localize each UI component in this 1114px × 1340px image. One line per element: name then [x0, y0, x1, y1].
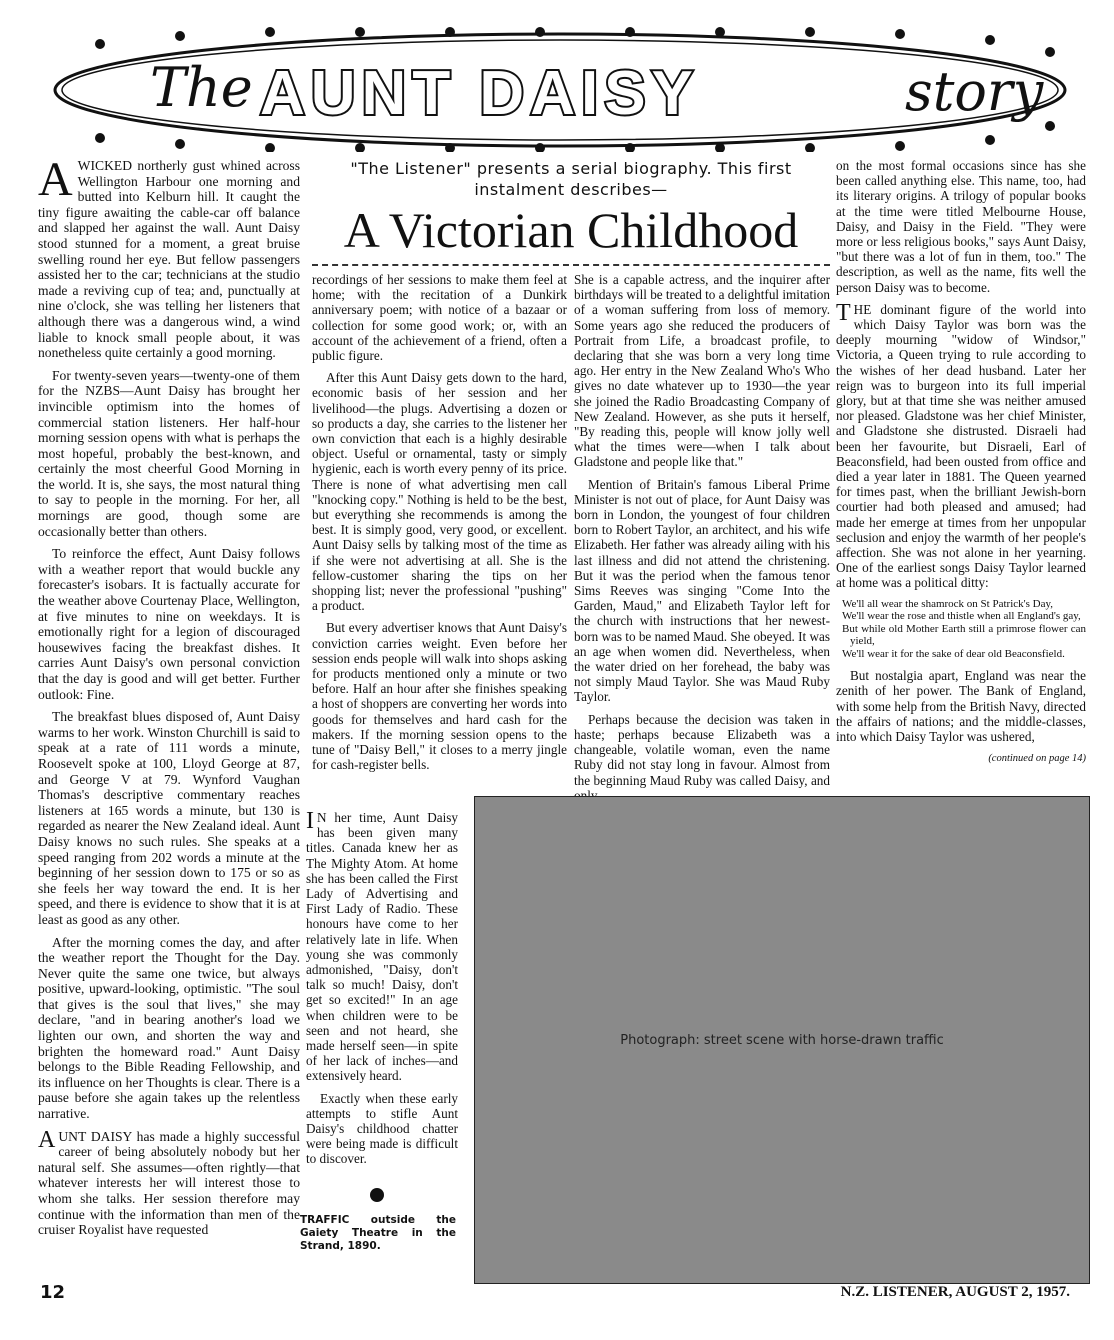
column-4 [836, 158, 1086, 773]
paragraph-text: HE dominant figure of the world into which Daisy Taylor was born was the deeply mourning "widow of Windsor," Victoria, a Queen trying to rule according to the wishes of her dead husband. Later her reign was to burgeon into its full imperial glory, but at that time she was neither amused nor pleased. Gladstone was her chief Minister, and Gladstone she distrusted. Disraeli had been her favourite, but Disraeli, Earl of Beaconsfield, had been ousted from office and died a year later in 1881. The Queen yearned for times past, when the brilliant Jewish-born courtier had both pleased and amused; had made her emerge at times from her unpopular seclusion and enjoy the warmth of her people's affection. She was not alone in her yearning. One of the earliest songs Daisy Taylor learned at home was a political ditty: [836, 301, 1086, 591]
photo-label: Photograph: street scene with horse-drawn traffic [620, 1032, 944, 1048]
drop-cap: A [38, 153, 73, 206]
street-photo [474, 796, 1090, 1284]
poem-line: We'll all wear the shamrock on St Patrick's Day, [842, 597, 1054, 610]
paragraph: But nostalgia apart, England was near the zenith of her power. The Bank of England, with some help from the British Navy, directed the affairs of nations; and the middle-classes, into which Daisy Taylor was ushered, [836, 668, 1086, 744]
continued-note: (continued on page 14) [988, 753, 1086, 765]
paragraph [38, 1126, 300, 1238]
paragraph: recordings of her sessions to make them feel at home; with the recitation of a Dunkirk anniversary poem; with notice of a bazaar or collection for some good work; or, with an account of the achievement of a friend, often a public figure. [312, 272, 567, 364]
issue-footer: N.Z. LISTENER, AUGUST 2, 1957. [840, 1284, 1070, 1300]
initial-cap: T [836, 299, 851, 326]
poem [836, 598, 1086, 661]
headline-rule [312, 264, 830, 266]
paragraph: After the morning comes the day, and after the weather report the Thought for the Day. Never quite the same one twice, but always positive, upward-looking, optimistic. "The soul that gives is the soul that lives," she may declare, "and in bearing another's load we lighten our own, and shorten the way and brighten the homeward road." Aunt Daisy belongs to the Bible Reading Fellowship, and its influence on her Thoughts is clear. There is a pause before she again takes up the relentless narrative. [38, 934, 300, 1122]
poem-line: We'll wear the rose and thistle when all England's gay, [842, 610, 1081, 623]
masthead-title: AUNT DAISY [260, 59, 699, 128]
masthead-story: story [905, 60, 1044, 123]
intro-deck: "The Listener" presents a serial biography. This first instalment describes— [350, 159, 792, 199]
paragraph [836, 299, 1086, 591]
paragraph [306, 810, 458, 1084]
initial-cap: I [306, 808, 314, 834]
column-3 [574, 272, 830, 810]
paragraph: The breakfast blues disposed of, Aunt Daisy warms to her work. Winston Churchill is said to speak at a rate of 111 words a minute, Roosevelt spoke at 100, Lloyd George at 87, and George V at 79. Wynford Vaughan Thomas's descriptive commentary reaches listeners at 165 words a minute, but 130 is regarded as nearer the New Zealand ideal. Aunt Daisy knows no such rules. She speaks at a speed ranging from 202 words a minute at the beginning of her session down to 175 or so as she feels her way toward the end. It is her speed, and there is evidence to show that it is at least as good as any other. [38, 709, 300, 927]
column-1 [38, 153, 300, 1245]
paragraph: To reinforce the effect, Aunt Daisy follows with a weather report that would buckle any forecaster's isobars. It is factually accurate for the weather above Courtenay Place, Wellington, at five minutes to nine on weekdays. It is emotionally right for a legion of discouraged housewives facing the breakfast dishes. It carries Aunt Daisy's own personal conviction that the day is good and will get better. Further outlook: Fine. [38, 546, 300, 702]
poem-line: But while old Mother Earth still a primrose flower can yield, [842, 622, 1086, 648]
poem-line: We'll wear it for the sake of dear old Beaconsfield. [842, 647, 1065, 660]
paragraph: But every advertiser knows that Aunt Daisy's conviction carries weight. Even before her session ends people will walk into shops asking for products mentioned only a minute or two before. Half an hour after she finishes speaking a host of shoppers are converting her words into goods for themselves and hard cash for the makers. If the morning session opens to the tune of "Daisy Bell," it closes to a merry jingle for cash-register bells. [312, 620, 567, 773]
headline: A Victorian Childhood [343, 202, 799, 258]
paragraph: on the most formal occasions since has she been called anything else. This name, too, had its literary origins. A trilogy of popular books at the time were titled Melbourne House, Daisy, and Daisy in the Field. "They were more or less religious books," says Aunt Daisy, "but there was a lot of fun in them, too." The description, as well as the name, fits well the person Daisy was to become. [836, 158, 1086, 295]
paragraph-text: N her time, Aunt Daisy has been given many titles. Canada knew her as The Mighty Atom. At home she has been called the First Lady of Advertising and First Lady of Radio. These honours have come to her relatively late in life. When young she was commonly admonished, "Daisy, don't talk so much! Daisy, don't get so excited!" In an age when children were to be seen and not heard, she made herself seen—in spite of her lack of inches—and extensively heard. [306, 810, 458, 1084]
paragraph: After this Aunt Daisy gets down to the hard, economic basis of her session and her livelihood—the plugs. Advertising a dozen or so products a day, she carries to the listener her own conviction that each is a highly desirable object. Useful or ornamental, tasty or simply hygienic, each is worth every penny of its price. There is none of what advertising men call "knocking copy." Nothing is held to be the best, but everything she recommends is among the best. It is simply good, very good, or excellent. Aunt Daisy sells by talking most of the time as if she were not advertising at all. She is the fellow-customer sharing the tips on her shopping list; never the professional "pushing" a product. [312, 370, 567, 614]
photo-caption: TRAFFIC outside the Gaiety Theatre in the Strand, 1890. [300, 1214, 456, 1252]
paragraph: Exactly when these early attempts to stifle Aunt Daisy's childhood chatter were being made is difficult to discover. [306, 1090, 458, 1167]
column-2 [312, 272, 567, 780]
column-5 [306, 810, 458, 1174]
paragraph: Perhaps because the decision was taken in haste; perhaps because Elizabeth was a changeable, volatile woman, even the name Ruby did not stay long in favour. Almost from the beginning Maud Ruby was called Daisy, and [574, 711, 830, 788]
initial-cap: A [38, 1126, 56, 1153]
paragraph-text: UNT DAISY has made a highly successful career of being absolutely nobody but her natural self. She assumes—often rightly—that whatever interests her will interest those to whom she talks. Her session therefore may continue with the information than men of the cruiser Royalist have requested [38, 1128, 300, 1238]
paragraph: WICKED northerly gust whined across Wellington Harbour one morning and butted into Kelburn hill. It caught the tiny figure awaiting the cable-car off balance and slapped her against the wall. Aunt Daisy stood stunned for a moment, a great bruise swelling round her eye. But fellow passengers assisted her to the car; technicians at the studio made a reviving cup of tea; and, punctually at nine o'clock, she was telling her listeners that although there was a dangerous wind, a wind liable to knock small people about, it was nonetheless quite certainly a good morning. [38, 158, 300, 361]
masthead-the: The [150, 56, 253, 119]
page-number: 12 [40, 1282, 66, 1303]
bullet-icon [370, 1188, 384, 1202]
paragraph: Mention of Britain's famous Liberal Prime Minister is not out of place, for Aunt Daisy was born in London, the youngest of four children born to Robert Taylor, an architect, and his wife Elizabeth. Her father was already ailing with his last illness and did not attend the christening. But it was the period when the famous tenor Sims Reeves was singing "Come Into the Garden, Maud," and Elizabeth Taylor left for the church with instructions that her newest-born was to be named Maud. She obeyed. It was an age when women did. Nevertheless, when the water dried on her forehead, the baby was not simply Maud Taylor. She was Maud Ruby Taylor. [574, 476, 830, 705]
paragraph: She is a capable actress, and the inquirer after birthdays will be treated to a delightful imitation of a woman suffering from loss of memory. Some years ago she reduced the producers of Portrait from Life, a broadcast profile, to declaring that she was born a very long time ago. Her entry in the New Zealand Who's Who gives no date whatever up to 1930—the year she joined the Radio Broadcasting Company of New Zealand. However, as she puts it herself, "By reading this, people will know jolly well what the times were—when I talk about Gladstone and people like that." [574, 272, 830, 470]
paragraph: For twenty-seven years—twenty-one of them for the NZBS—Aunt Daisy has brought her invincible optimism into the homes of commercial station listeners. Her half-hour morning session opens with what is perhaps the most hopeful, probably the best-known, and certainly the most cheerful Good Morning in the world. It is, she says, the most natural thing to say to people in the morning. For her, all mornings are good, though some are occasionally better than others. [38, 367, 300, 539]
